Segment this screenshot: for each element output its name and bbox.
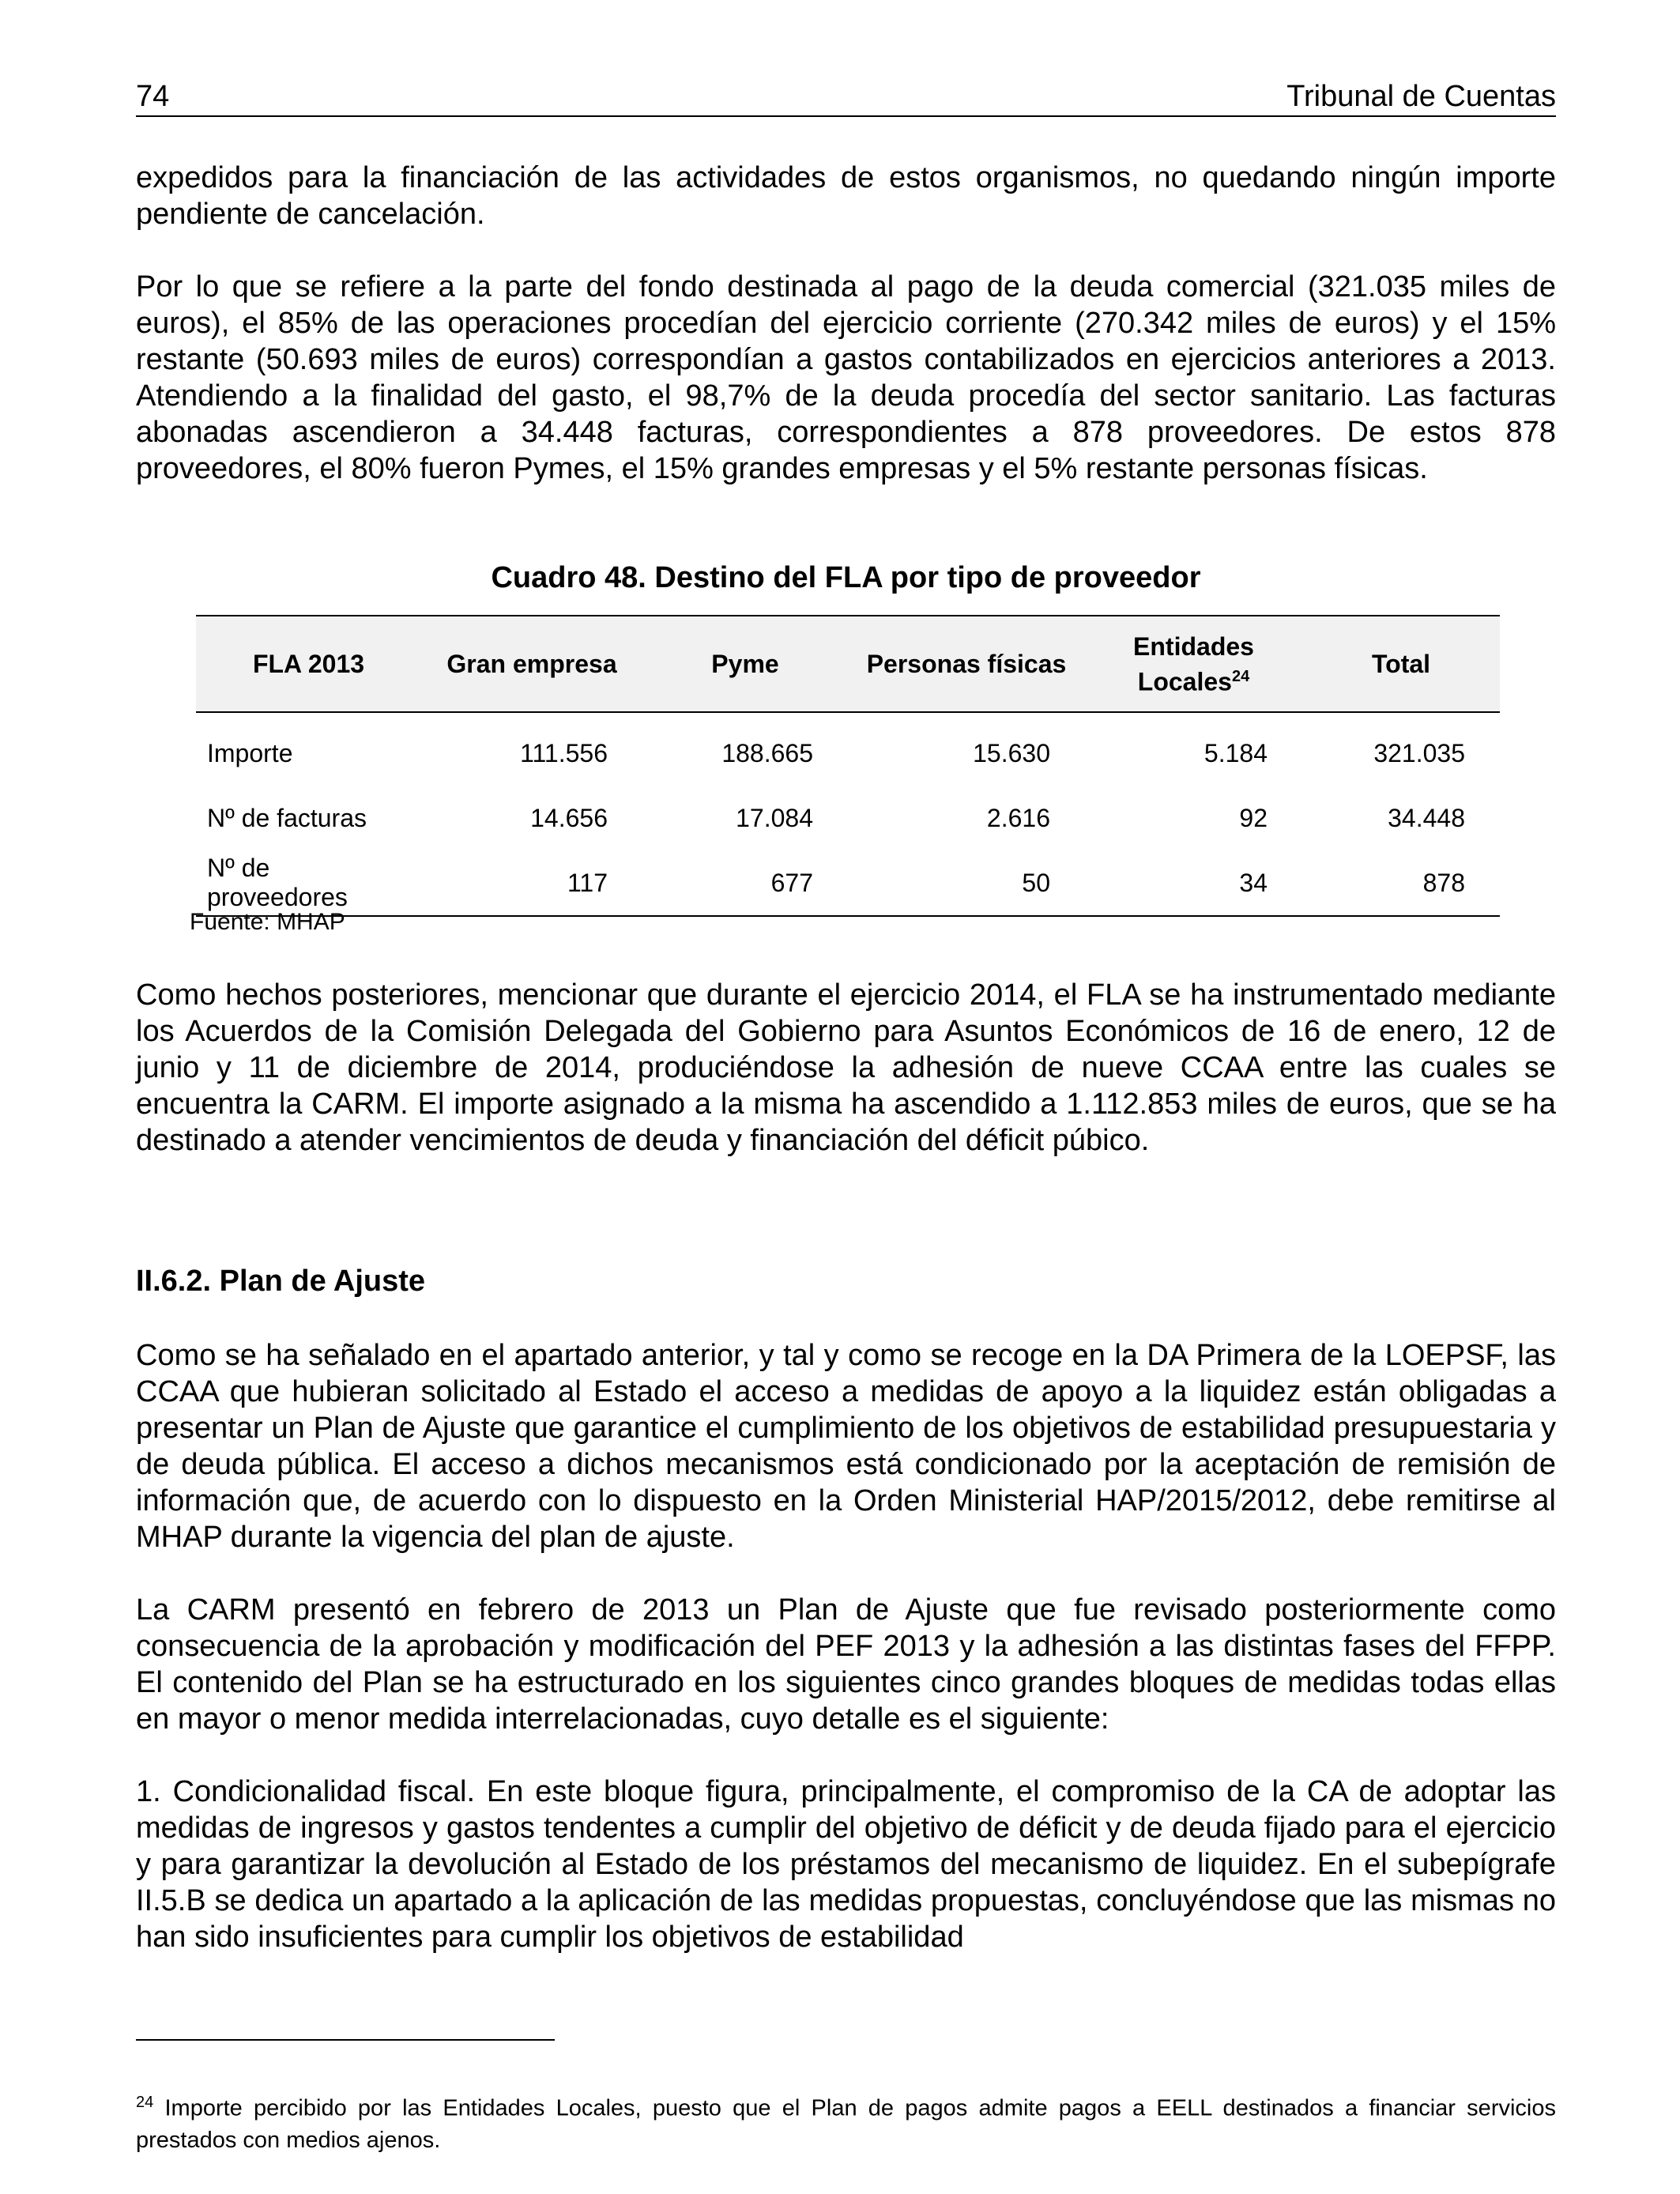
header-locales: Locales: [1137, 667, 1232, 696]
organization-name: Tribunal de Cuentas: [1286, 80, 1556, 113]
cell-total: 34.448: [1388, 803, 1465, 832]
footnote-separator: [136, 2039, 555, 2041]
column-header-gran-empresa: Gran empresa: [421, 616, 642, 712]
cell-gran-empresa: 111.556: [520, 738, 608, 767]
paragraph-5: La CARM presentó en febrero de 2013 un Plan de Ajuste que fue revisado posteriormente como consecuencia de la aprobación y modificación del PEF 2013 y la adhesión a las distintas fases del FFPP. El contenido del Plan se ha estructurado en los siguientes cinco grandes bloques de medidas todas ellas en mayor o menor medida interrelacionadas, cuyo detalle es el siguiente:: [136, 1593, 1556, 1736]
row-label: Nº de proveedores: [196, 850, 421, 916]
column-header-pyme: Pyme: [642, 616, 848, 712]
cell-entidades-locales: 92: [1239, 803, 1268, 832]
footnote-text: Importe percibido por las Entidades Locales, puesto que el Plan de pagos admite pagos a EELL destinados a financiar servicios prestados con medios ajenos.: [136, 2095, 1556, 2153]
cell-gran-empresa: 117: [421, 850, 642, 916]
footnote: [136, 2087, 1556, 2156]
paragraph-4: Como se ha señalado en el apartado anterior, y tal y como se recoge en la DA Primera de la LOEPSF, las CCAA que hubieran solicitado al Estado el acceso a medidas de apoyo a la liquidez están obligadas a presentar un Plan de Ajuste que garantice el cumplimiento de los objetivos de estabilidad presupuestaria y de deuda pública. El acceso a dichos mecanismos está condicionado por la aceptación de remisión de información que, de acuerdo con lo dispuesto en la Orden Ministerial HAP/2015/2012, debe remitirse al MHAP durante la vigencia del plan de ajuste.: [136, 1339, 1556, 1554]
column-header-total: Total: [1302, 616, 1500, 712]
section-heading: II.6.2. Plan de Ajuste: [136, 1265, 426, 1298]
document-page: [136, 0, 1556, 2194]
table-caption: Cuadro 48. Destino del FLA por tipo de proveedor: [491, 561, 1201, 594]
row-label: Importe: [207, 738, 293, 767]
cell-entidades-locales: 5.184: [1203, 738, 1268, 767]
cell-pyme: 17.084: [736, 803, 813, 832]
cell-personas-fisicas: 50: [848, 850, 1085, 916]
paragraph-2: Por lo que se refiere a la parte del fondo destinada al pago de la deuda comercial (321.035 miles de euros), el 85% de las operaciones procedían del ejercicio corriente (270.342 miles de euros) y el 15% restante (50.693 miles de euros) correspondían a gastos contabilizados en ejercicios anteriores a 2013. Atendiendo a la finalidad del gasto, el 98,7% de la deuda procedía del sector sanitario. Las facturas abonadas ascendieron a 34.448 facturas, correspondientes a 878 proveedores. De estos 878 proveedores, el 80% fueron Pymes, el 15% grandes empresas y el 5% restante personas físicas.: [136, 270, 1556, 485]
paragraph-3: Como hechos posteriores, mencionar que durante el ejercicio 2014, el FLA se ha instrumentado mediante los Acuerdos de la Comisión Delegada del Gobierno para Asuntos Económicos de 16 de enero, 12 de junio y 11 de diciembre de 2014, produciéndose la adhesión de nueve CCAA entre las cuales se encuentra la CARM. El importe asignado a la misma ha ascendido a 1.112.853 miles de euros, que se ha destinado a atender vencimientos de deuda y financiación del déficit púbico.: [136, 978, 1556, 1157]
table-row-importe: [196, 712, 1500, 786]
footnote-ref-24: 24: [1231, 667, 1250, 685]
fla-provider-table: [196, 615, 1500, 917]
column-header-entidades-locales: [1085, 616, 1302, 712]
table-row-proveedores: [196, 850, 1500, 916]
cell-gran-empresa: 14.656: [530, 803, 608, 832]
table-row-facturas: [196, 786, 1500, 850]
cell-personas-fisicas: 2.616: [986, 803, 1050, 832]
cell-entidades-locales: 34: [1085, 850, 1302, 916]
footnote-number: 24: [136, 2094, 154, 2111]
column-header-personas-fisicas: Personas físicas: [848, 616, 1085, 712]
cell-personas-fisicas: 15.630: [973, 738, 1050, 767]
column-header-fla-2013: FLA 2013: [196, 616, 421, 712]
table-source: Fuente: MHAP: [190, 909, 345, 935]
cell-total: 321.035: [1373, 738, 1465, 767]
cell-total: 878: [1302, 850, 1500, 916]
cell-pyme: 677: [642, 850, 848, 916]
row-label: Nº de facturas: [207, 803, 367, 832]
cell-pyme: 188.665: [721, 738, 813, 767]
paragraph-1: expedidos para la financiación de las actividades de estos organismos, no quedando ningún importe pendiente de cancelación.: [136, 161, 1556, 231]
page-header: [136, 77, 1556, 117]
header-entidades: Entidades: [1133, 631, 1254, 661]
table-header-row: [196, 616, 1500, 712]
paragraph-6: 1. Condicionalidad fiscal. En este bloque figura, principalmente, el compromiso de la CA de adoptar las medidas de ingresos y gastos tendentes a cumplir del objetivo de déficit y de deuda fijado para el ejercicio y para garantizar la devolución al Estado de los préstamos del mecanismo de liquidez. En el subepígrafe II.5.B se dedica un apartado a la aplicación de las medidas propuestas, concluyéndose que las mismas no han sido insuficientes para cumplir los objetivos de estabilidad: [136, 1775, 1556, 1954]
page-number: 74: [136, 80, 170, 113]
